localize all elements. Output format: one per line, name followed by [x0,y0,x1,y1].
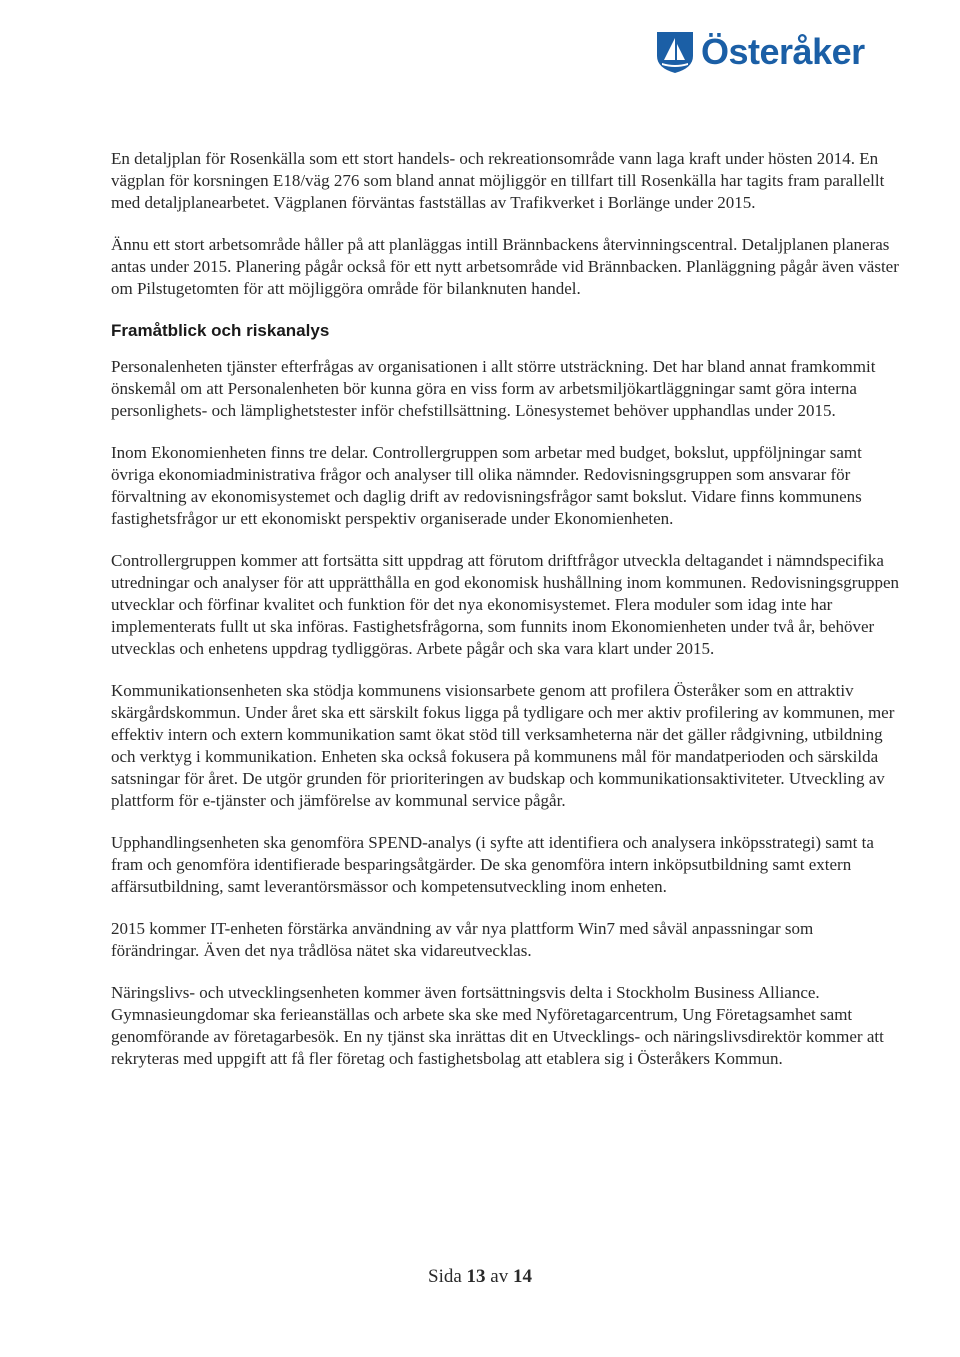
paragraph-upphandlingsenheten: Upphandlingsenheten ska genomföra SPEND-analys (i syfte att identifiera och analysera inköpsstrategi) samt ta fram och genomföra identifierade besparingsåtgärder. De ska genomföra intern inköpsutbildning samt extern affärsutbildning, samt leverantörsmässor och kompetensutveckling inom enheten. [111,833,874,896]
logo-text: Österåker [701,31,865,72]
page-prefix: Sida [428,1266,462,1287]
municipality-logo [654,30,865,74]
paragraph-brannbacken: Ännu ett stort arbetsområde håller på att planläggas intill Brännbackens återvinningscentral. Detaljplanen planeras antas under 2015. Planering pågår också för ett nytt arbetsområde vid Brännbacken. Planläggning pågår även väster om Pilstugetomten för att möjliggöra område för bilanknuten handel. [111,235,899,298]
document-body [111,148,901,1090]
paragraph-personalenheten: Personalenheten tjänster efterfrågas av organisationen i allt större utsträckning. Det har bland annat framkommit önskemål om att Personalenheten bör kunna göra en viss form av arbetsmiljökartläggningar samt göra interna personlighets- och lämplighetstester inför chefstillsättning. Lönesystemet behöver upphandlas under 2015. [111,357,876,420]
page-number [0,1266,960,1288]
paragraph-rosenkalla: En detaljplan för Rosenkälla som ett stort handels- och rekreationsområde vann laga kraft under hösten 2014. En vägplan för korsningen E18/väg 276 som bland annat möjliggör en tillfart till Rosenkälla har tagits fram parallellt med detaljplanearbetet. Vägplanen förväntas fastställas av Trafikverket i Borlänge under 2015. [111,149,885,212]
paragraph-ekonomienheten: Inom Ekonomienheten finns tre delar. Controllergruppen som arbetar med budget, bokslut, uppföljningar samt övriga ekonomiadministrativa frågor och analyser till olika nämnder. Redovisningsgruppen som ansvarar för förvaltning av ekonomisystemet och daglig drift av redovisningsfrågor samt bokslut. Vidare finns kommunens fastighetsfrågor ur ett ekonomiskt perspektiv organiserade under Ekonomienheten. [111,443,862,528]
paragraph-kommunikationsenheten: Kommunikationsenheten ska stödja kommunens visionsarbete genom att profilera Österåker som en attraktiv skärgårdskommun. Under året ska ett särskilt fokus ligga på tydligare och mer aktiv profilering av kommunen, mer effektiv intern och extern kommunikation samt ökat stöd till verksamheterna när det gäller rådgivning, utbildning och verktyg i kommunikation. Enheten ska också fokusera på kommunens mål för mandatperioden och särskilda satsningar för året. De utgör grunden för prioriteringen av budskap och kommunikationsaktiviteter. Utveckling av plattform för e-tjänster och jämförelse av kommunal service pågår. [111,681,895,810]
paragraph-it-enheten: 2015 kommer IT-enheten förstärka användning av vår nya plattform Win7 med såväl anpassningar som förändringar. Även det nya trådlösa nätet ska vidareutvecklas. [111,919,814,960]
paragraph-naringslivsenheten: Näringslivs- och utvecklingsenheten kommer även fortsättningsvis delta i Stockholm Business Alliance. Gymnasieungdomar ska ferieanställas och arbete ska ske med Nyföretagarcentrum, Ung Företagsamhet samt genomförande av företagarbesök. En ny tjänst ska inrättas dit en Utvecklings- och näringslivsdirektör kommer att rekryteras med uppgift att få fler företag och fastighetsbolag att etablera sig i Österåkers Kommun. [111,983,884,1068]
page-sep: av [490,1266,509,1287]
page-current: 13 [466,1266,486,1287]
section-heading: Framåtblick och riskanalys [111,321,330,340]
logo-shield-icon [654,30,696,74]
page-total: 14 [512,1266,532,1287]
paragraph-controllergruppen: Controllergruppen kommer att fortsätta sitt uppdrag att förutom driftfrågor utveckla deltagandet i nämndspecifika utredningar och analyser för att upprätthålla en god ekonomisk hushållning inom kommunen. Redovisningsgruppen utvecklar och förfinar kvalitet och funktion för det nya ekonomisystemet. Flera moduler som idag inte har implementerats fullt ut ska införas. Fastighetsfrågorna, som funnits inom Ekonomienheten under två år, behöver utvecklas och enhetens uppdrag tydliggöras. Arbete pågår och ska vara klart under 2015. [111,551,899,658]
